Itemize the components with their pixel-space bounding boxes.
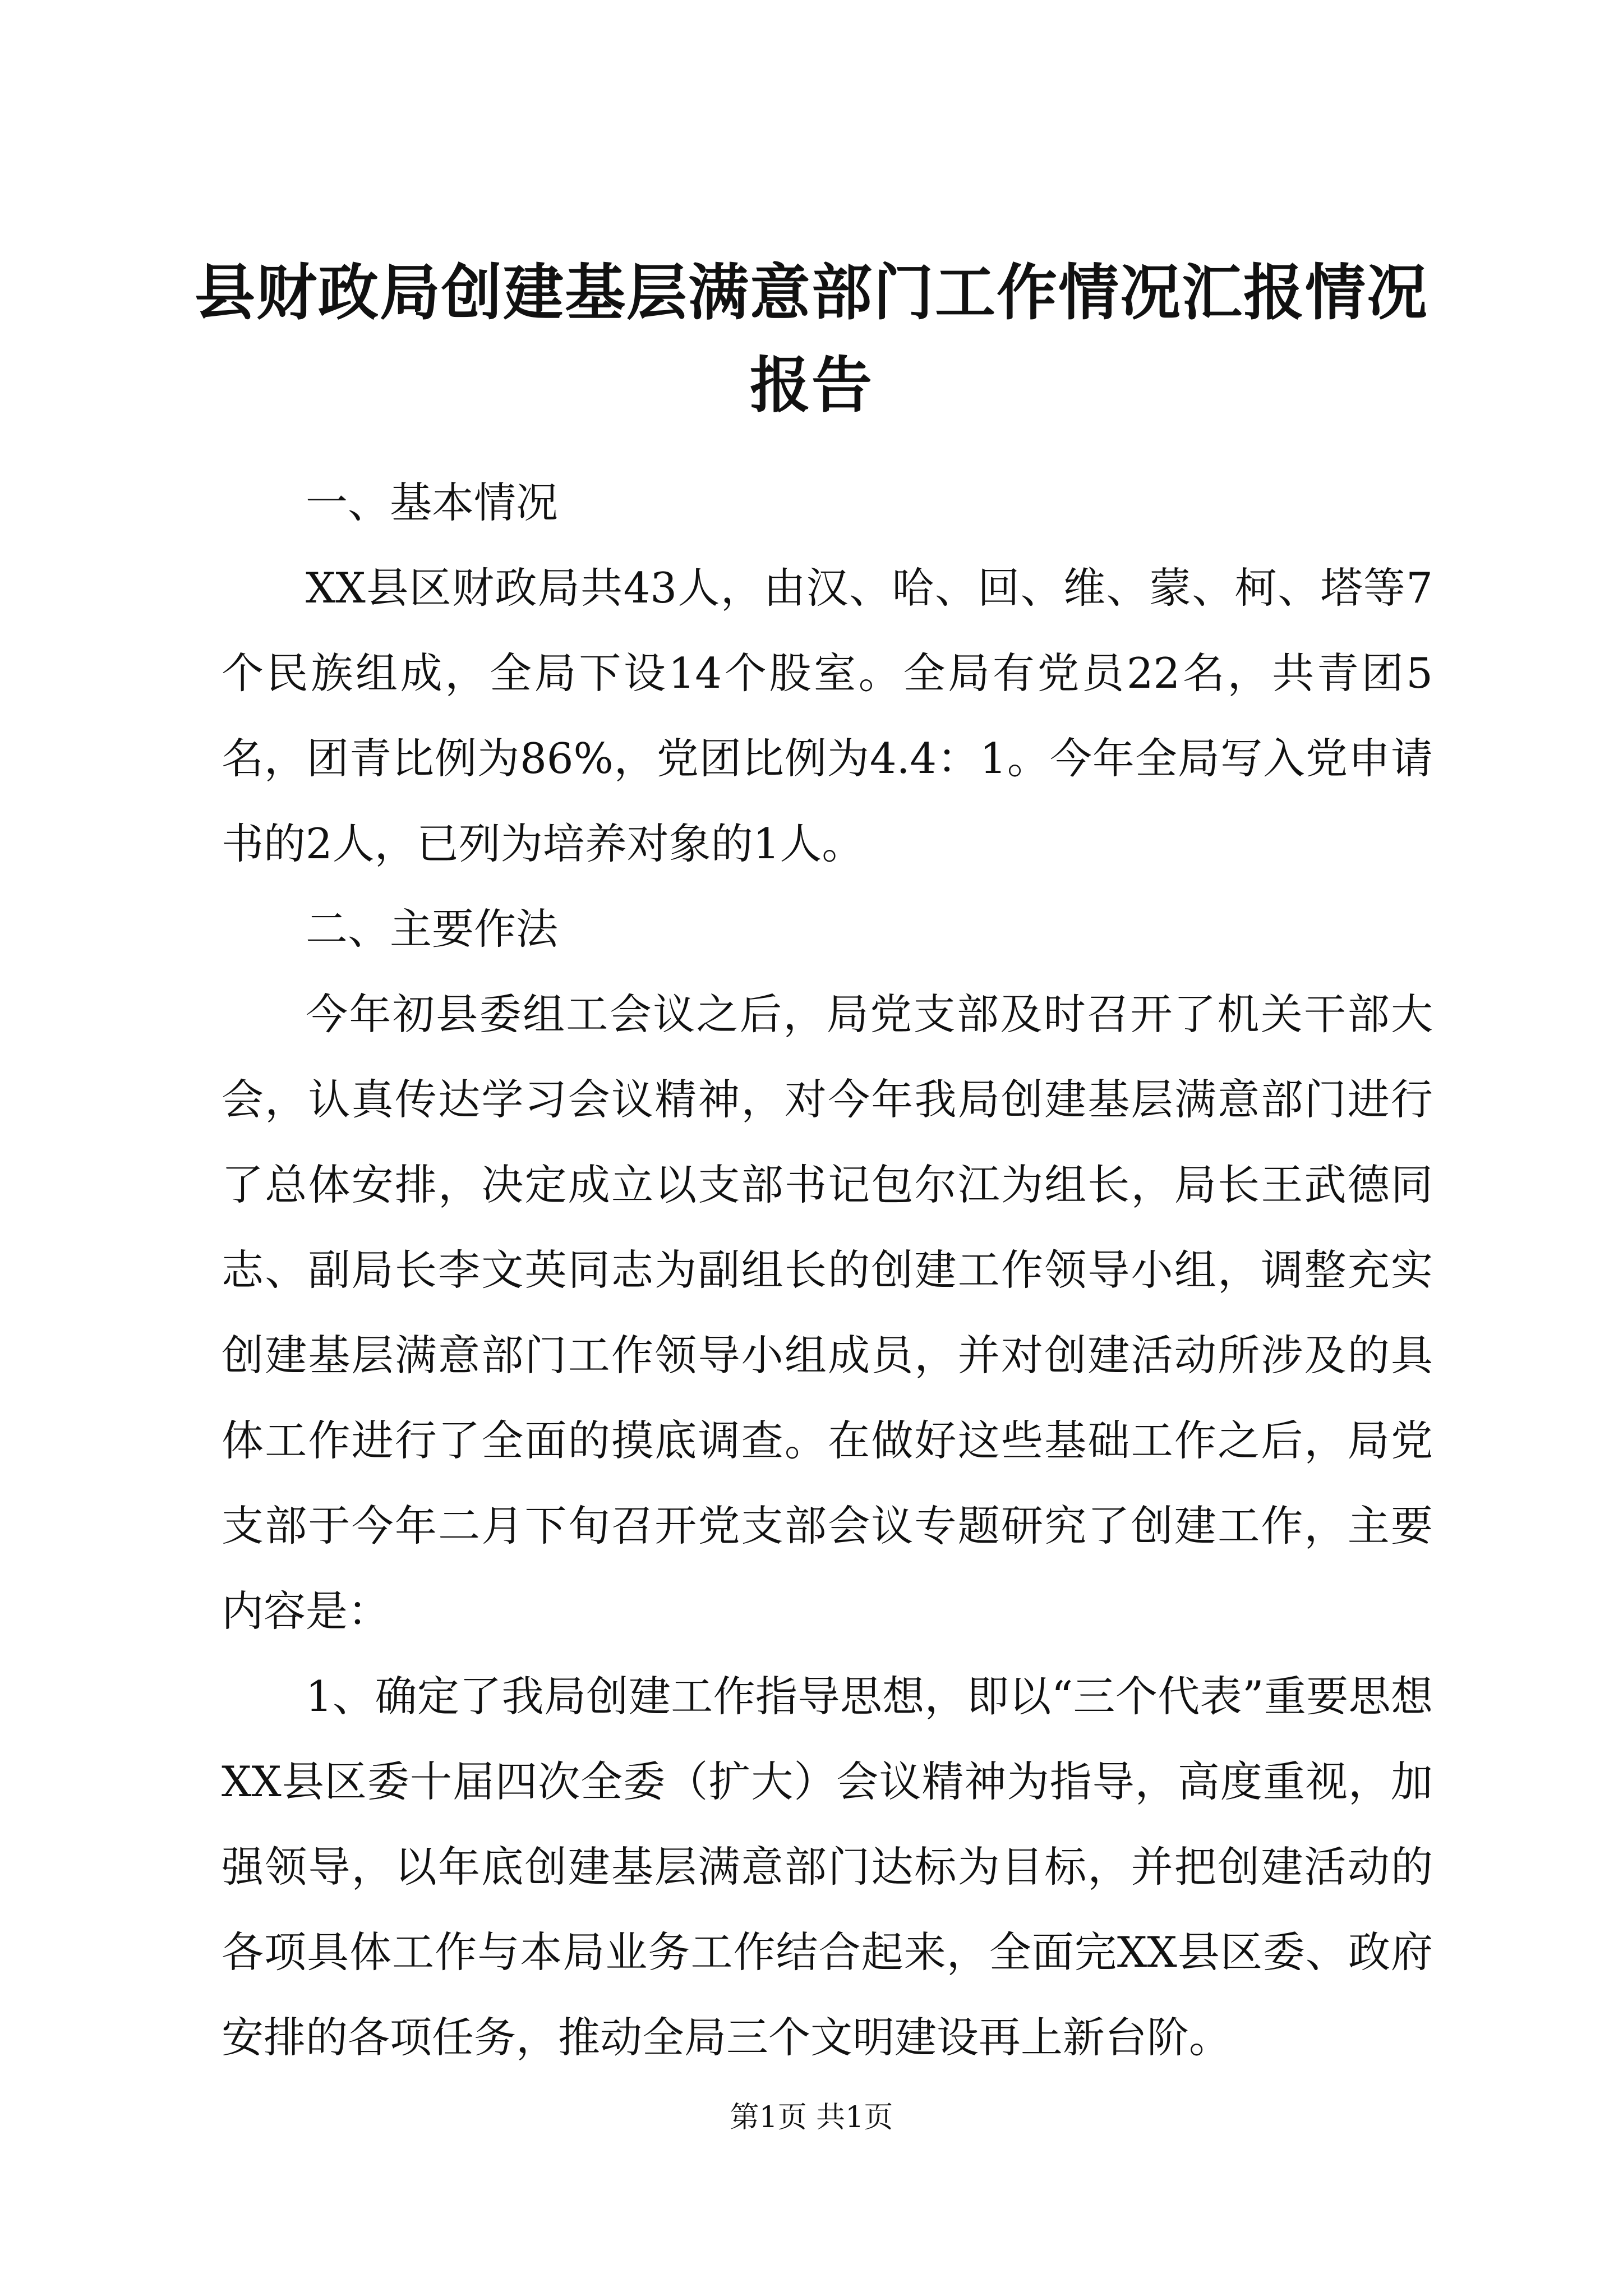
title-line-2: 报告 — [749, 350, 873, 421]
document-title — [191, 247, 1432, 432]
paragraph-item-1: 1、确定了我局创建工作指导思想，即以“三个代表”重要思想XX县区委十届四次全委（扩大）会议精神为指导，高度重视，加强领导，以年底创建基层满意部门达标为目标，并把创建活动的各项具体工作与本局业务工作结合起来，全面完XX县区委、政府安排的各项任务，推动全局三个文明建设再上新台阶。 — [222, 1672, 1433, 2062]
paragraph-methods: 今年初县委组工会议之后，局党支部及时召开了机关干部大会，认真传达学习会议精神，对今年我局创建基层满意部门进行了总体安排，决定成立以支部书记包尔江为组长，局长王武德同志、副局长李文英同志为副组长的创建工作领导小组，调整充实创建基层满意部门工作领导小组成员，并对创建活动所涉及的具体工作进行了全面的摸底调查。在做好这些基础工作之后，局党支部于今年二月下旬召开党支部会议专题研究了创建工作，主要内容是： — [222, 990, 1433, 1636]
section-heading-methods: 二、主要作法 — [306, 904, 559, 954]
page-footer: 第1页 共1页 — [730, 2101, 893, 2134]
section-heading-basic: 一、基本情况 — [306, 478, 559, 527]
paragraph-basic-info: XX县区财政局共43人，由汉、哈、回、维、蒙、柯、塔等7个民族组成，全局下设14个股室。全局有党员22名，共青团5名，团青比例为86%，党团比例为4.4：1。今年全局写入党申请书的2人，已列为培养对象的1人。 — [222, 563, 1433, 868]
document-body — [222, 460, 1433, 2080]
title-line-1: 县财政局创建基层满意部门工作情况汇报情况 — [194, 257, 1428, 328]
